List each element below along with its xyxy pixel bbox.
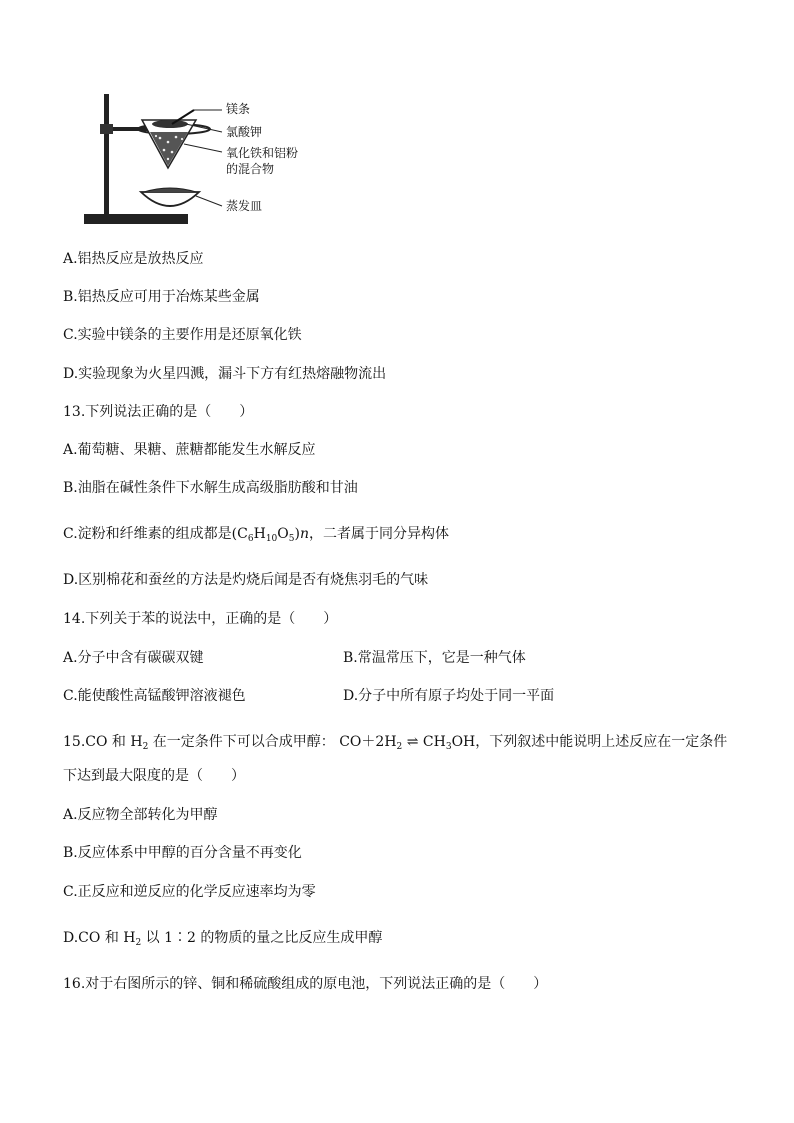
equilibrium-arrow: ⇌ xyxy=(406,734,419,750)
q15-option-d: D.CO 和 $H_2$ 以 1∶2 的物质的量之比反应生成甲醇 xyxy=(63,930,383,948)
q13-c-prefix: C.淀粉和纤维素的组成都是 xyxy=(63,526,232,542)
q12-option-c: C.实验中镁条的主要作用是还原氧化铁 xyxy=(63,327,302,343)
q15-stem-line1: 15.CO 和 $H_2$ 在一定条件下可以合成甲醇： $CO+2H_2$ ⇌ $CH_3OH$，下列叙述中能说明上述反应在一定条件 xyxy=(63,734,728,752)
label-mixture-2: 的混合物 xyxy=(226,162,275,176)
evaporating-dish xyxy=(141,192,199,206)
q14-stem: 14.下列关于苯的说法中，正确的是（ ） xyxy=(63,611,338,627)
q15-option-a: A.反应物全部转化为甲醇 xyxy=(63,807,218,823)
q14-option-c: C.能使酸性高锰酸钾溶液褪色 xyxy=(63,688,246,704)
dish-sand xyxy=(144,188,196,192)
q13-c-suffix: ，二者属于同分异构体 xyxy=(308,526,449,542)
label-dish: 蒸发皿 xyxy=(226,199,263,213)
q12-option-a: A.铝热反应是放热反应 xyxy=(63,251,204,267)
thermite-apparatus-figure xyxy=(84,92,299,230)
q13-option-a: A.葡萄糖、果糖、蔗糖都能发生水解反应 xyxy=(63,442,316,458)
stand-base xyxy=(84,214,188,224)
q15-equation: $CO+2H_2$ ⇌ $CH_3OH$ xyxy=(339,734,476,752)
chlorate-layer xyxy=(152,120,188,128)
q15-stem-line2: 下达到最大限度的是（ ） xyxy=(63,768,245,784)
q13-option-c xyxy=(63,525,449,548)
mixture-fill xyxy=(150,132,188,166)
q13-c-formula: $(C_6H_{10}O_5)n$ xyxy=(231,526,309,544)
q15-option-c: C.正反应和逆反应的化学反应速率均为零 xyxy=(63,884,316,900)
q13-option-d: D.区别棉花和蚕丝的方法是灼烧后闻是否有烧焦羽毛的气味 xyxy=(63,572,429,588)
label-mixture-1: 氧化铁和铝粉 xyxy=(226,146,299,160)
q12-option-d: D.实验现象为火星四溅，漏斗下方有红热熔融物流出 xyxy=(63,366,387,382)
q12-option-b: B.铝热反应可用于冶炼某些金属 xyxy=(63,289,260,305)
label-chlorate: 氯酸钾 xyxy=(226,125,263,139)
label-magnesium: 镁条 xyxy=(226,102,251,116)
clamp-boss xyxy=(100,124,113,134)
q14-option-d: D.分子中所有原子均处于同一平面 xyxy=(343,688,555,704)
q13-stem: 13.下列说法正确的是（ ） xyxy=(63,404,254,420)
q16-stem: 16.对于右图所示的锌、铜和稀硫酸组成的原电池，下列说法正确的是（ ） xyxy=(63,976,548,992)
q15-option-b: B.反应体系中甲醇的百分含量不再变化 xyxy=(63,845,302,861)
q13-option-b: B.油脂在碱性条件下水解生成高级脂肪酸和甘油 xyxy=(63,480,358,496)
stand-rod xyxy=(104,94,109,215)
q14-option-b: B.常温常压下，它是一种气体 xyxy=(343,650,526,666)
q14-option-a: A.分子中含有碳碳双键 xyxy=(63,650,204,666)
